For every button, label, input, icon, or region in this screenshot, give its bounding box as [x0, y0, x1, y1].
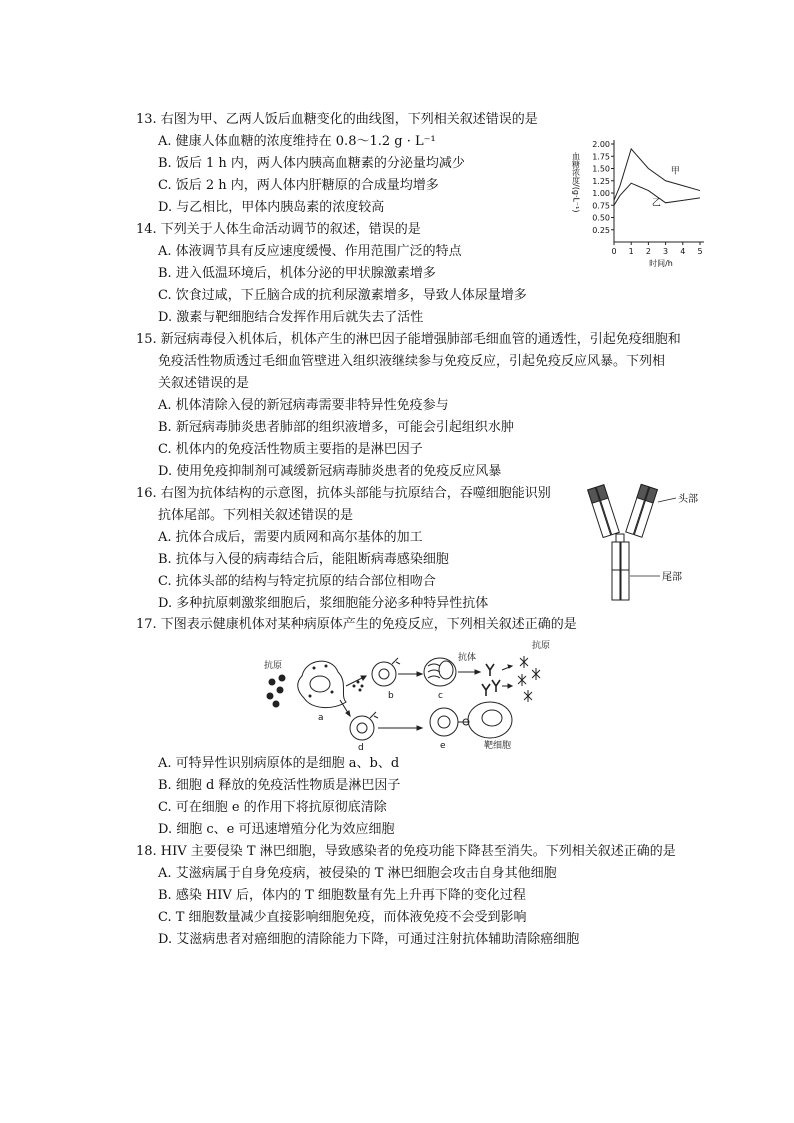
- chart-x-tick-label: 4: [680, 247, 686, 256]
- antigen-cluster-left: [267, 675, 285, 707]
- q13-option-c: C. 饭后 2 h 内，两人体内肝糖原的合成量均增多: [158, 178, 439, 193]
- antibody-right-arm: [626, 484, 658, 537]
- q13-option-a: A. 健康人体血糖的浓度维持在 0.8～1.2 g · L⁻¹: [158, 134, 436, 149]
- q15-option-d: D. 使用免疫抑制剂可减缓新冠病毒肺炎患者的免疫反应风暴: [158, 464, 502, 479]
- chart-x-tick-label: 2: [645, 247, 651, 256]
- q18-stem: 18. HIV 主要侵染 T 淋巴细胞，导致感染者的免疫功能下降甚至消失。下列相关叙述正确的是: [136, 844, 676, 859]
- antibody-left-arm: [588, 485, 620, 538]
- blood-glucose-chart: [560, 132, 720, 272]
- q15-option-c: C. 机体内的免疫活性物质主要指的是淋巴因子: [158, 442, 423, 457]
- target-cell-label: 靶细胞: [484, 741, 512, 751]
- q18-option-d: D. 艾滋病患者对癌细胞的清除能力下降，可通过注射抗体辅助清除癌细胞: [158, 932, 580, 947]
- q14-stem: 14. 下列关于人体生命活动调节的叙述，错误的是: [136, 222, 421, 237]
- antibody-label: 抗体: [458, 653, 477, 663]
- q14-option-b: B. 进入低温环境后，机体分泌的甲状腺激素增多: [158, 266, 436, 281]
- q17-option-d: D. 细胞 c、e 可迅速增殖分化为效应细胞: [158, 822, 395, 837]
- antigen-label-left: 抗原: [264, 661, 283, 671]
- antibody-head-label: 头部: [678, 494, 698, 505]
- antibody-hinge: [616, 534, 624, 542]
- chart-series-label: 甲: [670, 166, 680, 177]
- q16-stem-line2: 抗体尾部。下列相关叙述错误的是: [158, 508, 354, 523]
- q13-option-b: B. 饭后 1 h 内，两人体内胰高血糖素的分泌量均减少: [158, 156, 465, 171]
- q16-option-d: D. 多种抗原刺激浆细胞后，浆细胞能分泌多种特异性抗体: [158, 596, 489, 611]
- immune-response-diagram: [262, 636, 562, 752]
- cell-d-label: d: [358, 743, 364, 752]
- chart-y-axis-label: 血糖浓度/(g·L⁻¹): [571, 152, 581, 213]
- q15-option-b: B. 新冠病毒肺炎患者肺部的组织液增多，可能会引起组织水肿: [158, 420, 514, 435]
- q15-stem-line1: 15. 新冠病毒侵入机体后，机体产生的淋巴因子能增强肺部毛细血管的通透性，引起免疫细胞和: [136, 332, 681, 347]
- chart-series-line: [614, 149, 700, 200]
- q16-option-b: B. 抗体与入侵的病毒结合后，能阻断病毒感染细胞: [158, 552, 449, 567]
- chart-x-tick-label: 3: [663, 247, 669, 256]
- antibody-molecules: [482, 664, 500, 696]
- antibody-tail-left: [612, 542, 620, 600]
- q18-option-a: A. 艾滋病属于自身免疫病，被侵染的 T 淋巴细胞会攻击自身其他细胞: [158, 866, 557, 881]
- q17-option-a: A. 可特异性识别病原体的是细胞 a、b、d: [158, 756, 400, 771]
- cell-a: [298, 661, 346, 707]
- q13-option-d: D. 与乙相比，甲体内胰岛素的浓度较高: [158, 200, 385, 215]
- q14-option-d: D. 激素与靶细胞结合发挥作用后就失去了活性: [158, 310, 424, 325]
- chart-x-tick-label: 1: [628, 247, 634, 256]
- q13-stem: 13. 右图为甲、乙两人饭后血糖变化的曲线图，下列相关叙述错误的是: [136, 112, 538, 127]
- cell-e-label: e: [440, 741, 446, 751]
- chart-y-tick-label: 1.25: [592, 176, 610, 186]
- q17-option-b: B. 细胞 d 释放的免疫活性物质是淋巴因子: [158, 778, 401, 793]
- chart-y-tick-label: 2.00: [592, 140, 610, 149]
- q17-stem: 17. 下图表示健康机体对某种病原体产生的免疫反应，下列相关叙述正确的是: [136, 617, 577, 632]
- chart-y-tick-label: 0.50: [592, 213, 610, 223]
- antigen-label-right: 抗原: [532, 641, 551, 651]
- q18-option-b: B. 感染 HIV 后，体内的 T 细胞数量有先上升再下降的变化过程: [158, 888, 526, 903]
- cell-b-label: b: [388, 691, 394, 701]
- cell-b: [372, 662, 396, 686]
- q15-stem-line2: 免疫活性物质透过毛细血管壁进入组织液继续参与免疫反应，引起免疫反应风暴。下列相: [158, 354, 666, 369]
- chart-y-tick-label: 0.75: [592, 201, 610, 211]
- cell-a-label: a: [318, 713, 324, 723]
- chart-y-tick-label: 0.25: [592, 225, 610, 235]
- chart-series-label: 乙: [651, 198, 661, 209]
- q16-option-c: C. 抗体头部的结构与特定抗原的结合部位相吻合: [158, 574, 436, 589]
- antibody-tail-label: 尾部: [662, 572, 682, 583]
- chart-x-axis-label: 时间/h: [649, 259, 673, 268]
- antigen-cluster-right: [518, 656, 540, 702]
- q18-option-c: C. T 细胞数量减少直接影响细胞免疫，而体液免疫不会受到影响: [158, 910, 527, 925]
- chart-y-tick-label: 1.00: [592, 189, 610, 198]
- chart-x-tick-label: 0: [611, 247, 617, 256]
- cell-c-label: c: [438, 691, 443, 701]
- chart-x-tick-label: 5: [697, 247, 703, 256]
- chart-y-tick-label: 1.50: [592, 164, 610, 174]
- q16-stem-line1: 16. 右图为抗体结构的示意图，抗体头部能与抗原结合，吞噬细胞能识别: [136, 486, 551, 501]
- q14-option-c: C. 饮食过咸，下丘脑合成的抗利尿激素增多，导致人体尿量增多: [158, 288, 527, 303]
- chart-y-tick-label: 1.75: [592, 152, 610, 162]
- q16-option-a: A. 抗体合成后，需要内质网和高尔基体的加工: [158, 530, 423, 545]
- q15-option-a: A. 机体清除入侵的新冠病毒需要非特异性免疫参与: [158, 398, 449, 413]
- antibody-tail-right: [621, 542, 629, 600]
- q17-option-c: C. 可在细胞 e 的作用下将抗原彻底清除: [158, 800, 387, 815]
- q15-stem-line3: 关叙述错误的是: [158, 376, 250, 391]
- antibody-structure-diagram: [580, 480, 720, 610]
- cell-e: [430, 708, 458, 736]
- cell-d: [350, 716, 374, 740]
- q14-option-a: A. 体液调节具有反应速度缓慢、作用范围广泛的特点: [158, 244, 462, 259]
- target-cell: [468, 702, 512, 738]
